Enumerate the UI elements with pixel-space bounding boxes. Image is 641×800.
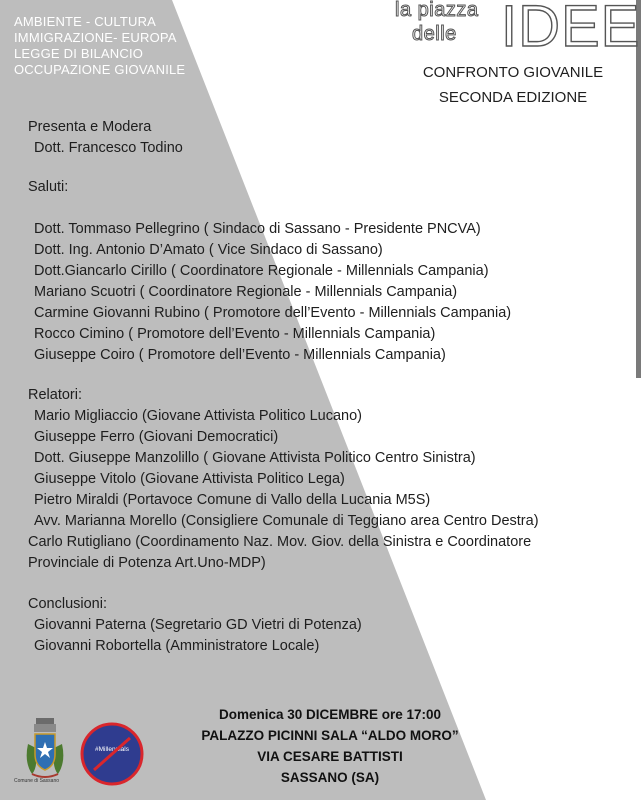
event-details [198,704,462,788]
topic-item: AMBIENTE - CULTURA [14,14,157,29]
logo-line-1: la piazza [395,0,479,21]
event-venue: PALAZZO PICINNI SALA “ALDO MORO” [201,728,459,743]
speaker-item: Carlo Rutigliano (Coordinamento Naz. Mov. Giov. della Sinistra e Coordinatore [28,534,532,550]
millennials-badge-icon [80,722,144,786]
conclusion-item: Giovanni Robortella (Amministratore Locale) [34,638,320,654]
topics-list [14,14,185,78]
moderator-name: Dott. Francesco Todino [34,140,183,156]
speaker-item: Dott. Giuseppe Manzolillo ( Giovane Attivista Politico Centro Sinistra) [34,450,476,466]
greeting-item: Rocco Cimino ( Promotore dell’Evento - Millennials Campania) [34,326,436,342]
greeting-item: Giuseppe Coiro ( Promotore dell’Evento - Millennials Campania) [34,347,446,363]
badge-text: #Millennials [95,746,129,753]
subtitle-line-2: SECONDA EDIZIONE [438,89,588,106]
speaker-item-continuation: Provinciale di Potenza Art.Uno-MDP) [28,555,266,571]
greeting-item: Carmine Giovanni Rubino ( Promotore dell’Evento - Millennials Campania) [34,305,512,321]
speaker-item: Pietro Miraldi (Portavoce Comune di Vallo della Lucania M5S) [34,492,431,508]
speakers-heading: Relatori: [28,387,82,403]
topic-item: OCCUPAZIONE GIOVANILE [14,62,186,77]
event-subtitle [395,60,631,110]
crest-caption: Comune di Sassano [14,778,60,784]
subtitle-line-1: CONFRONTO GIOVANILE [422,64,604,81]
topic-item: LEGGE DI BILANCIO [14,46,144,61]
greetings-heading: Saluti: [28,179,69,195]
event-street: VIA CESARE BATTISTI [257,749,403,764]
greeting-item: Dott. Tommaso Pellegrino ( Sindaco di Sassano - Presidente PNCVA) [34,221,481,237]
topic-item: IMMIGRAZIONE- EUROPA [14,30,177,45]
event-town: SASSANO (SA) [280,770,380,785]
greeting-item: Dott. Ing. Antonio D’Amato ( Vice Sindaco di Sassano) [34,242,383,258]
greeting-item: Mariano Scuotri ( Coordinatore Regionale - Millennials Campania) [34,284,458,300]
speaker-item: Giuseppe Ferro (Giovani Democratici) [34,429,279,445]
speaker-item: Mario Migliaccio (Giovane Attivista Politico Lucano) [34,408,362,424]
logo-title: IDEE [501,0,641,59]
speaker-item: Giuseppe Vitolo (Giovane Attivista Politico Lega) [34,471,345,487]
event-date: Domenica 30 DICEMBRE ore 17:00 [218,707,442,722]
conclusion-item: Giovanni Paterna (Segretario GD Vietri di Potenza) [34,617,362,633]
greeting-item: Dott.Giancarlo Cirillo ( Coordinatore Regionale - Millennials Campania) [34,263,489,279]
conclusions-heading: Conclusioni: [28,596,107,612]
moderator-heading: Presenta e Modera [28,119,152,135]
logo-line-2: delle [412,23,457,45]
speaker-item: Avv. Marianna Morello (Consigliere Comunale di Teggiano area Centro Destra) [34,513,539,529]
